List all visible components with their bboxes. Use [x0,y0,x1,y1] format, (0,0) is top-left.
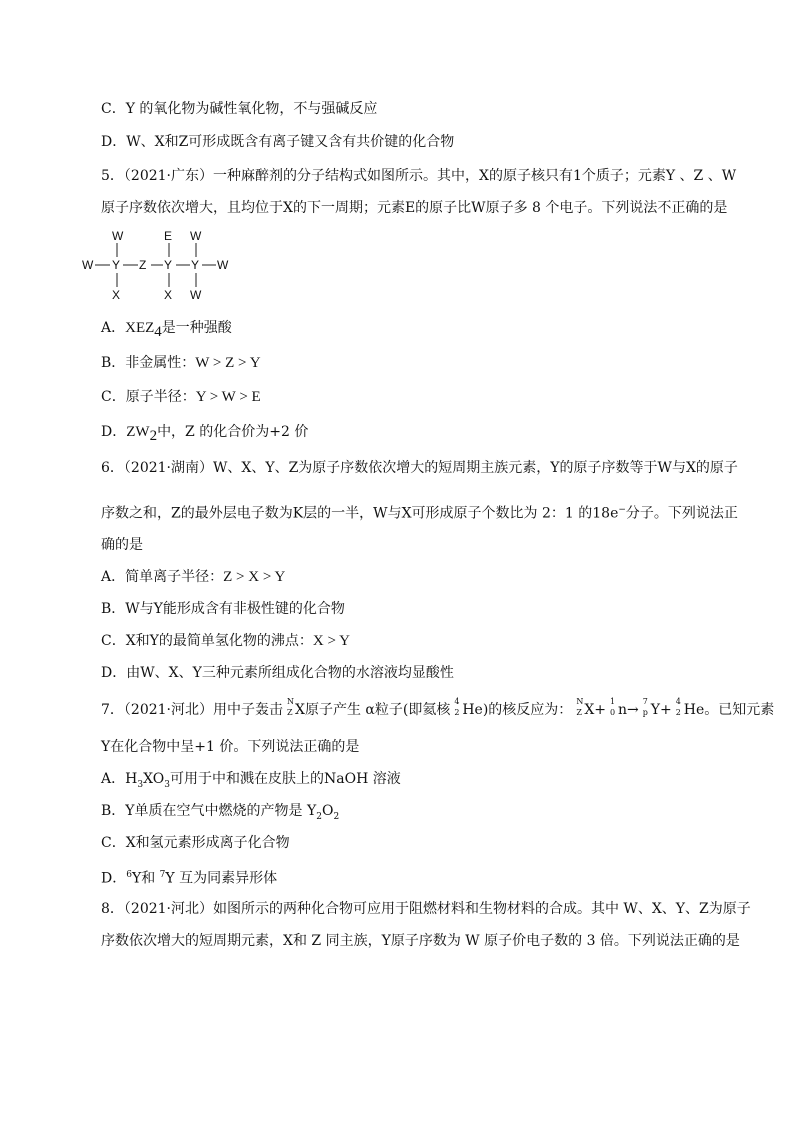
atom-w-top-right: W [190,229,202,243]
q4-option-d: D．W、X和Z可形成既含有离子键又含有共价键的化合物 [101,134,455,150]
q5-stem-line1: 5．（2021·广东）一种麻醉剂的分子结构式如图所示。其中，X的原子核只有1个质子；元素Y 、Z 、W [101,168,737,184]
nuclide-he: 4 2 [454,697,460,717]
q5-option-c: C．原子半径：Y > W > E [101,389,261,405]
atom-e-top: E [164,229,173,243]
q6-option-b: B．W与Y能形成含有非极性键的化合物 [101,601,345,617]
q5-option-a: A．$XEZ_4$是一种强酸 [101,320,232,340]
q5-option-b: B．非金属性：W > Z > Y [101,355,261,371]
molecule-structure-diagram [78,226,238,304]
atom-y-2: Y [164,258,173,272]
atom-y-1: Y [112,258,121,272]
q6-stem-line1: 6．（2021·湖南）W、X、Y、Z为原子序数依次增大的短周期主族元素，Y的原子序数等于W与X的原子 [101,460,738,476]
q6-stem-line2: 序数之和，Z的最外层电子数为K层的一半，W与X可形成原子个数比为 2：1 的18e−分子。下列说法正 [101,505,738,522]
q8-stem-line2: 序数依次增大的短周期元素，X和 Z 同主族，Y原子序数为 W 原子价电子数的 3 倍。下列说法正确的是 [101,933,740,949]
q7-stem-line2: Y在化合物中呈+1 价。下列说法正确的是 [101,739,360,755]
q7-option-b: B．Y单质在空气中燃烧的产物是 $Y_2O_2$ [101,803,340,822]
atom-y-3: Y [191,258,200,272]
atom-x-bottom-mid: X [164,288,173,302]
q7-option-c: C．X和氢元素形成离子化合物 [101,835,290,851]
q8-stem-line1: 8．（2021·河北）如图所示的两种化合物可应用于阻燃材料和生物材料的合成。其中 W、X、Y、Z为原子 [101,901,751,917]
nuclide-neutron: 1 0 [610,697,616,717]
atom-z: Z [139,258,147,272]
q6-option-d: D．由W、X、Y三种元素所组成化合物的水溶液均显酸性 [101,665,454,681]
formula-zw2: ZW [126,424,150,440]
q7-option-a: A．$H_3XO_3$可用于中和溅在皮肤上的NaOH 溶液 [101,771,401,790]
structure-bonds [78,226,238,304]
atom-w-bottom-right: W [190,288,202,302]
atom-w-left: W [82,258,94,272]
q6-option-c: C．X和Y的最简单氢化物的沸点：X > Y [101,633,350,649]
q7-option-d: D．$^6$Y和 $^7$Y 互为同素异形体 [101,870,278,887]
q6-option-a: A．简单离子半径：Z > X > Y [101,569,286,585]
q6-stem-line3: 确的是 [101,537,143,553]
atom-w-top-left: W [112,229,124,243]
q5-option-d: D．$ZW_2$中，Z 的化合价为+2 价 [101,424,309,444]
nuclide-x: N Z [287,697,294,717]
atom-x-bottom-left: X [112,288,121,302]
q4-option-c: C．Y 的氧化物为碱性氧化物，不与强碱反应 [101,101,378,117]
atom-w-right: W [217,258,229,272]
nuclide-y: 7 p [642,697,648,717]
nuclide-x-eq: N Z [576,697,584,717]
nuclide-he-eq: 4 2 [675,697,681,717]
formula-xez4: XEZ [125,320,155,336]
q7-stem-line1: 7．（2021·河北）用中子轰击 N Z X原子产生 α粒子(即氦核 4 2 He)的核反应为： N Z X+ 1 0 n→ 7 p Y+ 4 2 He。已知元素 [101,697,775,718]
q5-stem-line2: 原子序数依次增大，且均位于X的下一周期；元素E的原子比W原子多 8 个电子。下列说法不正确的是 [101,200,728,216]
